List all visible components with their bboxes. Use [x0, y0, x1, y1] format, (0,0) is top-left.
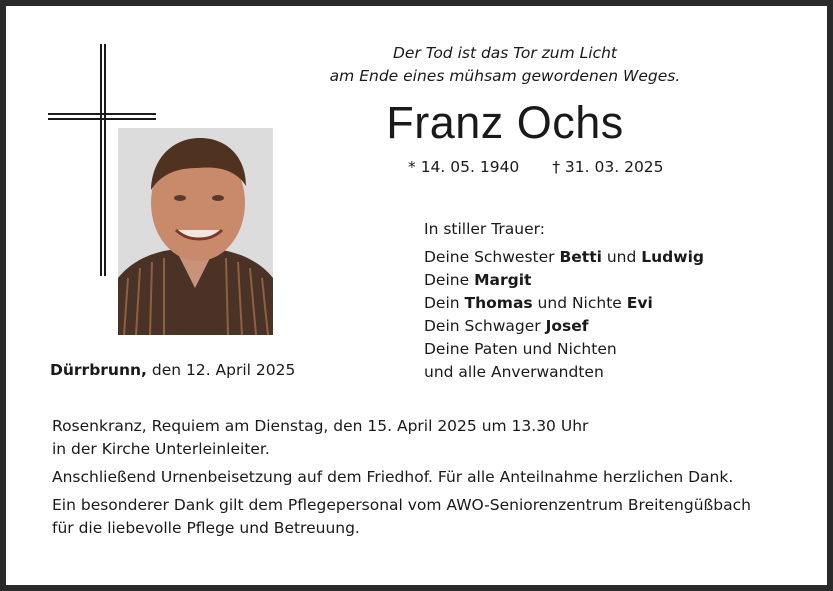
- deceased-name: Franz Ochs: [386, 97, 624, 148]
- mourner-line: [424, 269, 704, 292]
- service-details: [52, 415, 792, 545]
- mourner-name: Ludwig: [641, 248, 704, 266]
- place-name: Dürrbrunn,: [50, 361, 147, 379]
- mourner-line: und alle Anverwandten: [424, 363, 604, 381]
- portrait-image: [118, 128, 273, 335]
- mourner-name: Betti: [559, 248, 602, 266]
- memorial-quote: [310, 42, 700, 88]
- cross-horizontal-bar: [48, 113, 156, 115]
- notice-date: den 12. April 2025: [146, 361, 296, 379]
- mourner-name: Margit: [474, 271, 532, 289]
- mourners-list: [424, 218, 704, 384]
- mourner-line: Deine Paten und Nichten: [424, 340, 617, 358]
- quote-line-2: am Ende eines mühsam gewordenen Weges.: [329, 67, 681, 85]
- portrait-photo: [118, 128, 273, 335]
- burial-line: Anschließend Urnenbeisetzung auf dem Friedhof. Für alle Anteilnahme herzlichen Dank.: [52, 468, 734, 486]
- birth-date: 14. 05. 1940: [420, 158, 520, 176]
- death-date: 31. 03. 2025: [564, 158, 664, 176]
- mourner-name: Josef: [545, 317, 589, 335]
- mourner-line: [424, 315, 704, 338]
- mourner-text: Deine Schwester: [424, 248, 560, 266]
- quote-line-1: Der Tod ist das Tor zum Licht: [393, 44, 617, 62]
- service-line: in der Kirche Unterleinleiter.: [52, 440, 270, 458]
- mourners-intro: In stiller Trauer:: [424, 220, 545, 238]
- mourner-text: Dein Schwager: [424, 317, 546, 335]
- life-dates: [408, 157, 664, 177]
- cross-vertical-bar: [104, 44, 106, 276]
- mourner-text: und Nichte: [532, 294, 627, 312]
- birth-symbol: *: [408, 158, 416, 176]
- mourner-text: Dein: [424, 294, 465, 312]
- death-symbol: †: [552, 158, 560, 176]
- thanks-line: Ein besonderer Dank gilt dem Pflegepersonal vom AWO-Seniorenzentrum Breitengüßbach: [52, 496, 751, 514]
- mourner-name: Thomas: [464, 294, 533, 312]
- thanks-line: für die liebevolle Pflege und Betreuung.: [52, 519, 360, 537]
- mourner-line: [424, 292, 704, 315]
- service-paragraph: [52, 415, 792, 461]
- cross-horizontal-bar: [48, 118, 156, 120]
- thanks-paragraph: [52, 494, 792, 540]
- mourner-line: [424, 246, 704, 269]
- mourner-name: Evi: [626, 294, 653, 312]
- place-date: [50, 360, 295, 380]
- cross-vertical-bar: [100, 44, 102, 276]
- mourner-text: und: [601, 248, 642, 266]
- mourner-text: Deine: [424, 271, 475, 289]
- burial-paragraph: [52, 466, 792, 489]
- service-line: Rosenkranz, Requiem am Dienstag, den 15. April 2025 um 13.30 Uhr: [52, 417, 589, 435]
